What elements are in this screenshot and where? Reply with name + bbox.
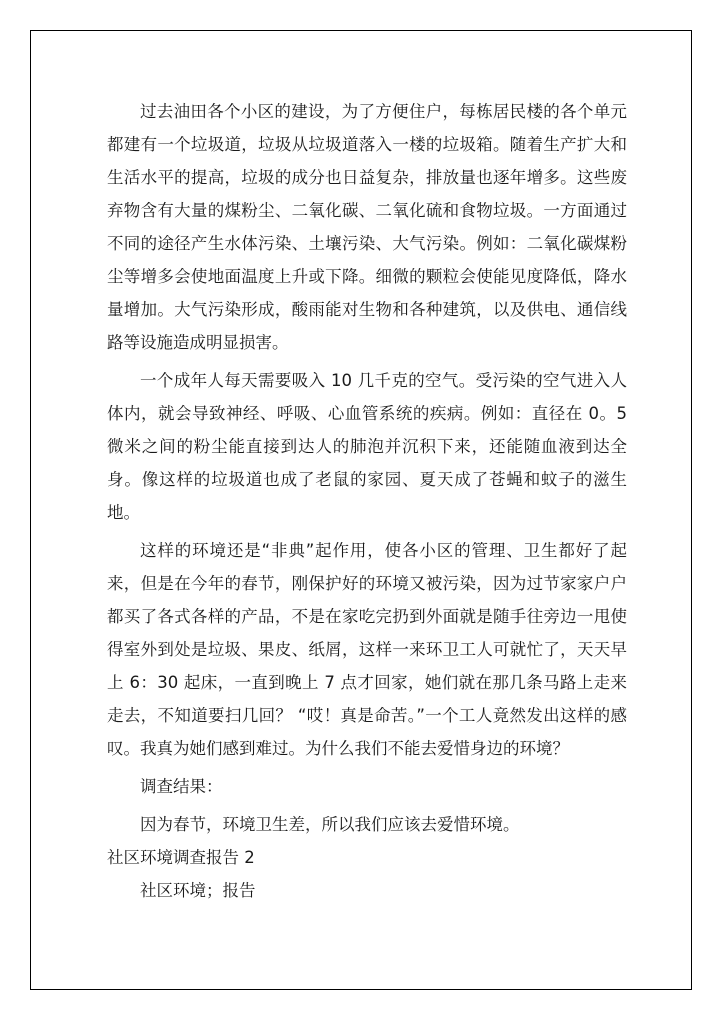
survey-result-text: 因为春节，环境卫生差，所以我们应该去爱惜环境。 xyxy=(140,815,520,834)
paragraph-air-pollution: 一个成年人每天需要吸入 10 几千克的空气。受污染的空气进入人体内，就会导致神经、呼吸、心血管系统的疾病。例如：直径在 0。5 微米之间的粉尘能直接到达人的肺泡并沉积下来，还能随血液到达全身。像这样的垃圾道也成了老鼠的家园、夏天成了苍蝇和蚊子的滋生地。 xyxy=(107,371,627,522)
paragraph-garbage-chute: 过去油田各个小区的建设，为了方便住户，每栋居民楼的各个单元都建有一个垃圾道，垃圾从垃圾道落入一楼的垃圾箱。随着生产扩大和生活水平的提高，垃圾的成分也日益复杂，排放量也逐年增多。这些废弃物含有大量的煤粉尘、二氧化碳、二氧化硫和食物垃圾。一方面通过不同的途径产生水体污染、土壤污染、大气污染。例如：二氧化碳煤粉尘等增多会使地面温度上升或下降。细微的颗粒会使能见度降低，降水量增加。大气污染形成，酸雨能对生物和各种建筑，以及供电、通信线路等设施造成明显损害。 xyxy=(107,102,627,352)
paragraph-spring-festival: 这样的环境还是“非典”起作用，使各小区的管理、卫生都好了起来，但是在今年的春节，刚保护好的环境又被污染，因为过节家家户户都买了各式各样的产品，不是在家吃完扔到外面就是随手往旁边一甩使得室外到处是垃圾、果皮、纸屑，这样一来环卫工人可就忙了，天天早上 6：30 起床，一直到晚上 7 点才回家，她们就在那几条马路上走来走去，不知道要扫几回？ “哎！真是命苦。”一个工人竟然发出这样的感叹。我真为她们感到难过。为什么我们不能去爱惜身边的环境？ xyxy=(107,541,627,758)
keywords-line: 社区环境；报告 xyxy=(140,881,256,900)
document-body xyxy=(107,95,627,907)
section-heading: 社区环境调查报告 2 xyxy=(107,848,255,867)
survey-result-label: 调查结果： xyxy=(140,777,223,796)
